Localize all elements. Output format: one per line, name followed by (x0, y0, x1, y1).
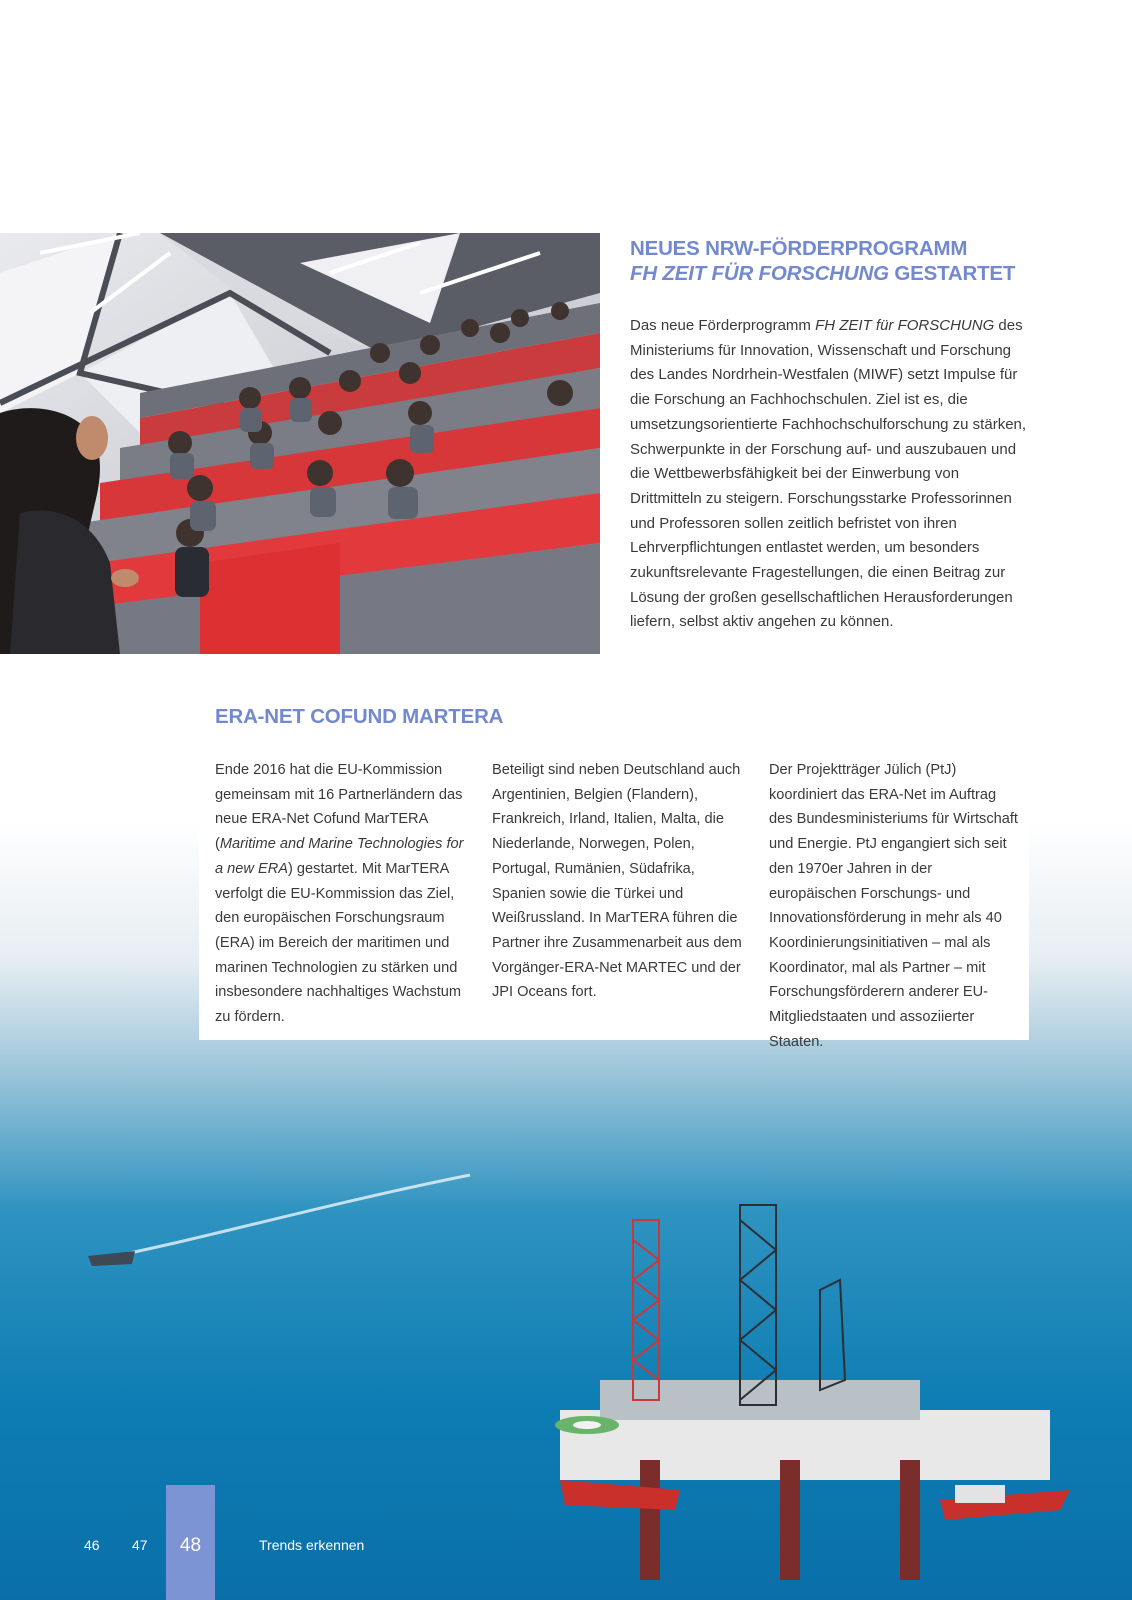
article-nrw-heading-rest: GESTARTET (888, 262, 1016, 285)
article-nrw-body (630, 314, 1030, 635)
article-nrw-funding (630, 236, 1030, 635)
section-title: Trends erkennen (259, 1537, 365, 1553)
page-footer (0, 1485, 600, 1600)
article-era-col1-italic: Maritime and Marine Technologies for a new ERA (215, 836, 464, 877)
article-era-col1-part-b: ) gestartet. Mit MarTERA verfolgt die EU-Kommission das Ziel, den europäischen Forschungsraum (ERA) im Bereich der maritimen und marinen Technologien zu stärken und insbesondere nachhaltiges Wachstum zu fördern. (215, 860, 462, 1026)
article-era-column-2 (492, 758, 742, 1005)
current-page-tab (166, 1485, 215, 1600)
article-era-col1-part-a: Ende 2016 hat die EU-Kommission gemeinsam mit 16 Partnerländern das neue ERA-Net Cofund MarTERA ( (215, 762, 463, 853)
lecture-hall-photo (0, 233, 600, 654)
article-era-column-3-text: Der Projektträger Jülich (PtJ) koordiniert das ERA-Net im Auftrag des Bundesministeriums für Wirtschaft und Energie. PtJ engangiert sich seit den 1970er Jahren in der europäischen Forschungs- und Innovationsförderung in mehr als 40 Koordinierungsinitiativen – mal als Koordinator, mal als Partner – mit Forschungsförderern anderer EU-Mitgliedstaaten und assoziierter Staaten. (769, 762, 1018, 1050)
page-number-47[interactable]: 47 (132, 1537, 148, 1553)
article-era-column-2-text: Beteiligt sind neben Deutschland auch Argentinien, Belgien (Flandern), Frankreich, Irland, Italien, Malta, die Niederlande, Norwegen, Polen, Portugal, Rumänien, Südafrika, Spanien sowie die Türkei und Weißrussland. In MarTERA führen die Partner ihre Zusammenarbeit aus dem Vorgänger-ERA-Net MARTEC und der JPI Oceans fort. (492, 762, 742, 1001)
article-nrw-body-program: FH ZEIT für FORSCHUNG (815, 317, 995, 334)
article-era-net-martera (199, 690, 1029, 1050)
page-number-46[interactable]: 46 (84, 1537, 100, 1553)
article-nrw-heading-line1: NEUES NRW-FÖRDERPROGRAMM (630, 237, 968, 260)
article-nrw-heading-program: FH ZEIT FÜR FORSCHUNG (630, 262, 889, 285)
article-nrw-body-rest: des Ministeriums für Innovation, Wissenschaft und Forschung des Landes Nordrhein-Westfalen (MIWF) setzt Impulse für die Forschung an Fachhochschulen. Ziel ist es, die umsetzungsorientierte Fachhochschulforschung zu stärken, Schwerpunkte in der Forschung auf- und auszubauen und die Wettbewerbsfähigkeit bei der Einwerbung von Drittmitteln zu steigern. Forschungsstarke Professorinnen und Professoren sollen zeitlich befristet von ihren Lehrverpflichtungen entlastet werden, um besonders zukunftsrelevante Fragestellungen, die einen Beitrag zur Lösung der großen gesellschaftlichen Herausforderungen liefern, selbst aktiv angehen zu können. (630, 317, 1027, 631)
article-era-column-1 (215, 758, 465, 1030)
article-era-column-3 (769, 758, 1021, 1054)
current-page-number: 48 (179, 1535, 202, 1556)
article-nrw-body-intro: Das neue Förderprogramm (630, 317, 816, 334)
article-era-column-1-text (215, 758, 465, 1030)
article-nrw-heading (630, 236, 1030, 286)
article-era-heading: ERA-NET COFUND MARTERA (215, 705, 504, 728)
